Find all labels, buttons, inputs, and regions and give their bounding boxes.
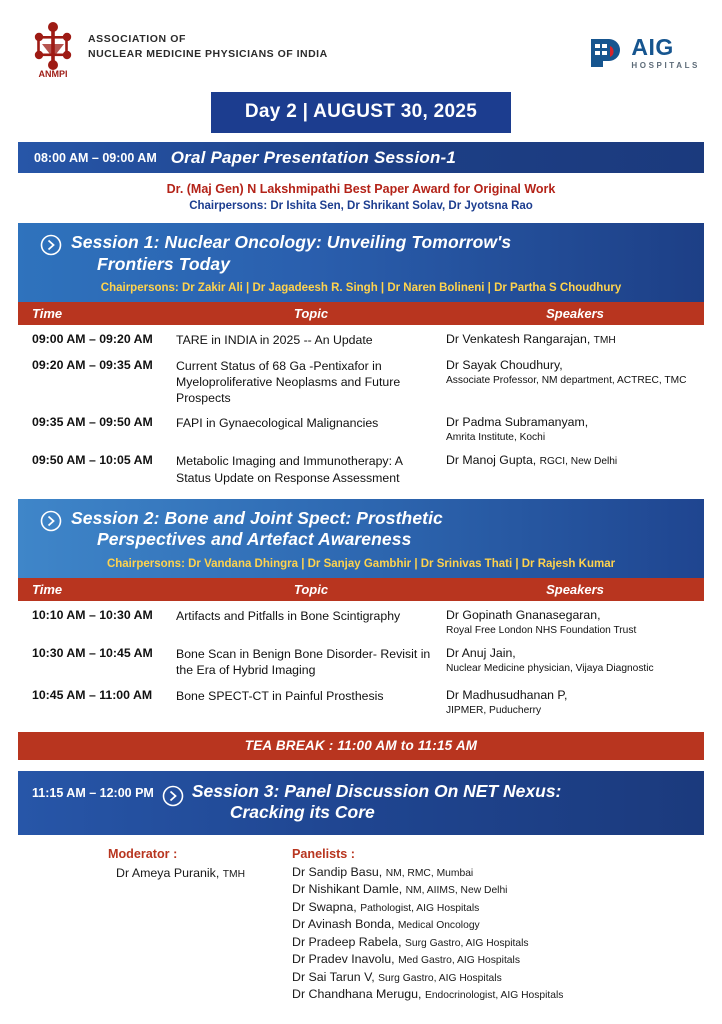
day-banner: Day 2 | AUGUST 30, 2025 (211, 92, 511, 133)
tea-break-banner: TEA BREAK : 11:00 AM to 11:15 AM (18, 732, 704, 760)
chevron-right-icon (40, 234, 62, 261)
row-topic: Bone Scan in Benign Bone Disorder- Revisit in the Era of Hybrid Imaging (176, 647, 431, 678)
row-topic: FAPI in Gynaecological Malignancies (176, 416, 379, 431)
table-row (18, 408, 704, 446)
column-header-speakers: Speakers (546, 582, 604, 598)
panelist-affiliation: Med Gastro, AIG Hospitals (398, 955, 520, 967)
row-time: 09:00 AM – 09:20 AM (32, 332, 153, 347)
row-speaker-name: Dr Anuj Jain, (446, 646, 516, 661)
chevron-right-icon (162, 785, 184, 812)
session-1-title (71, 232, 511, 275)
session-1-title-line1: Session 1: Nuclear Oncology: Unveiling Tomorrow's (71, 232, 512, 252)
session-3-time: 11:15 AM – 12:00 PM (32, 785, 154, 800)
session-3-title-line1: Session 3: Panel Discussion On NET Nexus: (191, 780, 562, 801)
panel-discussion-details (18, 847, 704, 1005)
panelist-name: Dr Pradeep Rabela, (292, 934, 402, 949)
panelist-affiliation: Medical Oncology (397, 920, 480, 932)
anmpi-branding (26, 18, 328, 80)
row-speaker-name: Dr Manoj Gupta, (446, 453, 537, 468)
row-speaker-affiliation: Royal Free London NHS Foundation Trust (446, 625, 637, 637)
row-time: 10:45 AM – 11:00 AM (32, 687, 153, 702)
table-row (18, 446, 704, 487)
panelist-name: Dr Sandip Basu, (292, 864, 383, 879)
row-speaker (446, 688, 704, 717)
row-speaker (446, 646, 704, 675)
row-topic: Metabolic Imaging and Immunotherapy: A Status Update on Response Assessment (176, 454, 403, 485)
anmpi-logo-caption: ANMPI (38, 69, 68, 79)
row-speaker-affiliation: Nuclear Medicine physician, Vijaya Diagnostic (446, 663, 654, 675)
row-speaker-affiliation-inline: RGCI, New Delhi (539, 456, 618, 468)
aig-logo-icon (588, 36, 622, 70)
row-speaker (446, 608, 704, 637)
list-item (292, 952, 563, 966)
panelist-affiliation: Endocrinologist, AIG Hospitals (424, 990, 564, 1002)
session-3-title-line2: Cracking its Core (229, 802, 375, 823)
panelist-affiliation: NM, AIIMS, New Delhi (405, 885, 508, 897)
row-time: 09:35 AM – 09:50 AM (32, 415, 153, 430)
session-2-title (71, 508, 443, 551)
table-row (18, 325, 704, 350)
row-topic: Current Status of 68 Ga -Pentixafor in Myeloproliferative Neoplasms and Future Prospects (176, 358, 401, 406)
row-speaker-affiliation: JIPMER, Puducherry (446, 704, 542, 716)
row-speaker (446, 453, 704, 469)
session-1-table-header (18, 302, 704, 325)
column-header-time: Time (32, 582, 63, 598)
oral-session-title: Oral Paper Presentation Session-1 (170, 147, 457, 167)
anmpi-name (88, 18, 328, 62)
table-row (18, 601, 704, 639)
table-row (18, 639, 704, 680)
panelist-name: Dr Chandhana Merugu, (292, 987, 422, 1002)
session-1-header (18, 223, 704, 302)
row-time: 10:30 AM – 10:45 AM (32, 646, 153, 661)
panelist-name: Dr Swapna, (292, 899, 357, 914)
list-item (292, 900, 563, 914)
session-3-header (18, 771, 704, 836)
session-1-chairpersons: Chairpersons: Dr Zakir Ali | Dr Jagadeesh R. Singh | Dr Naren Bolineni | Dr Partha S Choudhury (100, 282, 622, 295)
row-time: 10:10 AM – 10:30 AM (32, 608, 153, 623)
moderator-entry (108, 866, 292, 880)
session-1-title-row (28, 232, 694, 275)
chevron-right-icon (40, 510, 62, 537)
oral-session-chairpersons: Chairpersons: Dr Ishita Sen, Dr Shrikant Solav, Dr Jyotsna Rao (189, 200, 533, 212)
list-item (292, 917, 563, 931)
list-item (292, 882, 563, 896)
session-2-title-row (28, 508, 694, 551)
row-speaker-affiliation-inline: TMH (593, 335, 616, 347)
row-speaker (446, 332, 704, 348)
column-header-topic: Topic (293, 306, 329, 322)
row-time: 09:20 AM – 09:35 AM (32, 357, 153, 372)
row-topic: TARE in INDIA in 2025 -- An Update (176, 333, 373, 348)
moderator-label: Moderator : (108, 847, 178, 862)
anmpi-line2: NUCLEAR MEDICINE PHYSICIANS OF INDIA (88, 48, 328, 61)
panelist-name: Dr Avinash Bonda, (292, 917, 395, 932)
award-text: Dr. (Maj Gen) N Lakshmipathi Best Paper Award for Original Work (166, 182, 556, 196)
page-header (18, 14, 704, 86)
aig-subtitle: HOSPITALS (631, 61, 700, 70)
panelist-name: Dr Sai Tarun V, (292, 969, 375, 984)
panelist-affiliation: NM, RMC, Mumbai (385, 867, 474, 879)
panelist-affiliation: Surg Gastro, AIG Hospitals (404, 937, 529, 949)
moderator-affiliation: TMH (222, 869, 246, 881)
panelists-label: Panelists : (292, 847, 355, 862)
session-2-title-line1: Session 2: Bone and Joint Spect: Prosthetic (71, 507, 443, 528)
row-speaker-name: Dr Gopinath Gnanasegaran, (446, 608, 601, 623)
panelist-name: Dr Nishikant Damle, (292, 882, 403, 897)
row-speaker-name: Dr Venkatesh Rangarajan, (446, 332, 591, 347)
day-banner-wrap (18, 92, 704, 133)
anmpi-line1: ASSOCIATION OF (88, 33, 187, 45)
row-speaker-name: Dr Padma Subramanyam, (446, 415, 589, 430)
row-speaker (446, 415, 704, 444)
list-item (292, 865, 563, 879)
session-3-title (184, 781, 562, 825)
column-header-time: Time (32, 306, 63, 322)
oral-session-time: 08:00 AM – 09:00 AM (34, 150, 157, 165)
panelist-name: Dr Pradev Inavolu, (292, 952, 395, 967)
session-1-title-line2: Frontiers Today (97, 253, 231, 274)
list-item (292, 987, 563, 1001)
column-header-topic: Topic (293, 582, 329, 598)
panelist-affiliation: Pathologist, AIG Hospitals (360, 902, 480, 914)
list-item (292, 935, 563, 949)
moderator-block (108, 847, 292, 1005)
column-header-speakers: Speakers (546, 306, 604, 322)
row-speaker-name: Dr Sayak Choudhury, (446, 357, 563, 372)
aig-branding (588, 18, 700, 70)
row-speaker-affiliation: Amrita Institute, Kochi (446, 432, 546, 444)
table-row (18, 681, 704, 719)
row-time: 09:50 AM – 10:05 AM (32, 453, 153, 468)
list-item (292, 970, 563, 984)
oral-session-strip (18, 142, 704, 173)
session-2-table-header (18, 578, 704, 601)
row-topic: Bone SPECT-CT in Painful Prosthesis (176, 688, 384, 703)
session-2-chairpersons: Chairpersons: Dr Vandana Dhingra | Dr Sanjay Gambhir | Dr Srinivas Thati | Dr Rajesh Kumar (106, 558, 616, 571)
row-speaker-name: Dr Madhusudhanan P, (446, 687, 568, 702)
row-topic: Artifacts and Pitfalls in Bone Scintigraphy (176, 609, 401, 624)
row-speaker-affiliation: Associate Professor, NM department, ACTREC, TMC (446, 374, 687, 386)
row-speaker (446, 358, 704, 387)
panelists-block (292, 847, 563, 1005)
aig-name: AIG (631, 34, 674, 60)
anmpi-logo-icon (26, 18, 80, 80)
session-2-header (18, 499, 704, 578)
table-row (18, 351, 704, 409)
moderator-name: Dr Ameya Puranik, (116, 866, 220, 881)
session-2-title-line2: Perspectives and Artefact Awareness (97, 529, 412, 550)
panelist-affiliation: Surg Gastro, AIG Hospitals (378, 972, 502, 984)
aig-wordmark (631, 36, 700, 70)
